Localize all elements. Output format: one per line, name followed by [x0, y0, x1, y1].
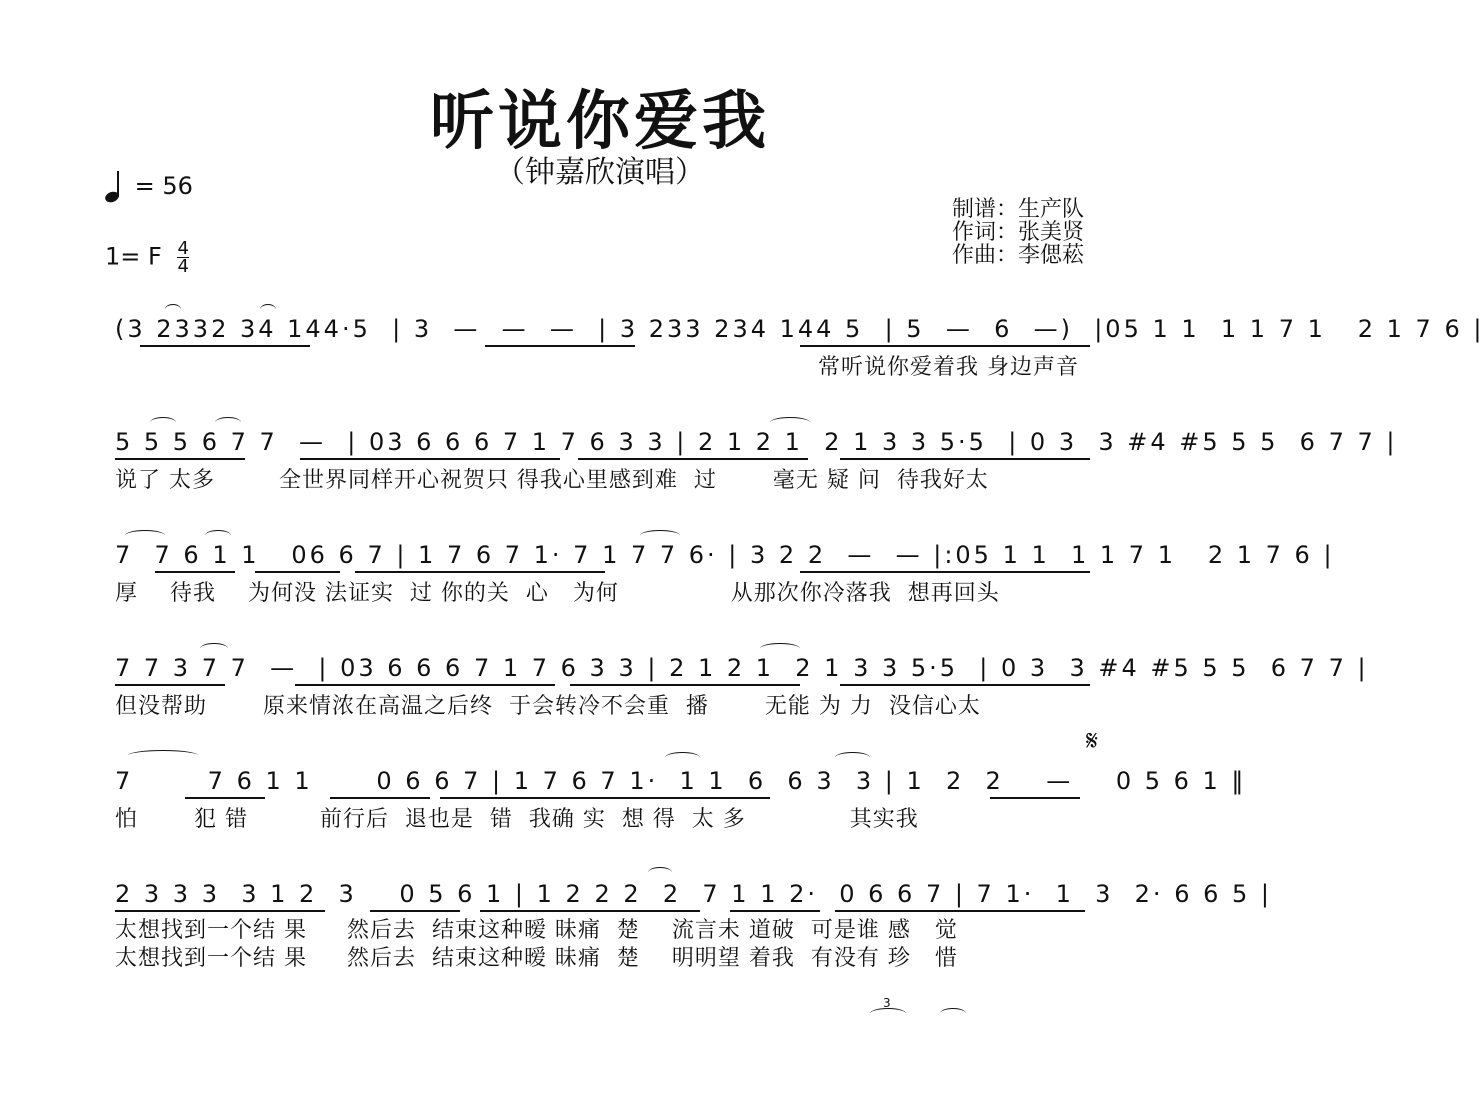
credit-composer: 作曲：李偲菘: [952, 243, 1085, 268]
lyric-line: 说了 太多 全世界同样开心祝贺只 得我心里感到难 过 毫无 疑 问 待我好太: [115, 468, 989, 493]
notation-line: 7 7 6 1 1 0 6 6 7 | 1 7 6 7 1· 1 1 6 6 3 3 | 1 2 2 — 0 5 6 1 ‖: [115, 767, 1247, 795]
staff-7-partial: [0, 996, 1200, 1096]
lyric-line: 怕 犯 错 前行后 退也是 错 我确 实 想 得 太 多 其实我: [115, 807, 919, 832]
staff-2: [0, 425, 1398, 525]
time-sig-bottom: 4: [177, 256, 189, 277]
credit-arranger: 制谱：生产队: [952, 197, 1085, 222]
tempo-marking: [105, 172, 193, 202]
lyric-line: 但没帮助 原来情浓在高温之后终 于会转冷不会重 播 无能 为 力 没信心太: [115, 694, 981, 719]
credit-lyricist: 作词：张美贤: [952, 220, 1085, 245]
staff-5: [0, 724, 1247, 864]
notation-line: 5 5 5 6 7 7 — | 03 6 6 6 7 1 7 6 3 3 | 2 1 2 1 2 1 3 3 5·5 | 0 3 3 #4 #5 5 5 6 7 7 |: [115, 428, 1398, 456]
key-text: 1= F: [105, 242, 162, 271]
time-sig-top: 4: [177, 238, 189, 259]
segno-icon: 𝄋: [1086, 724, 1099, 757]
lyric-line: 常听说你爱着我 身边声音: [818, 355, 1079, 380]
song-subtitle: （钟嘉欣演唱）: [495, 155, 705, 190]
notation-line: 7 7 3 7 7 — | 03 6 6 6 7 1 7 6 3 3 | 2 1 2 1 2 1 3 3 5·5 | 0 3 3 #4 #5 5 5 6 7 7 |: [115, 654, 1369, 682]
lyric-line: 厚 待我 为何没 法证实 过 你的关 心 为何 从那次你冷落我 想再回头: [115, 581, 1000, 606]
notation-line: 7 7 6 1 1 06 6 7 | 1 7 6 7 1· 7 1 7 7 6· | 3 2 2 — — |:05 1 1 1 1 7 1 2 1 7 6 |: [115, 541, 1335, 569]
quarter-note-icon: [105, 172, 127, 202]
staff-3: [0, 538, 1335, 638]
staff-1: [0, 312, 1484, 412]
time-signature: [177, 240, 188, 275]
notation-line: (3 2332 34 144·5 | 3 — — — | 3 233 234 144 5 | 5 — 6 —) |05 1 1 1 1 7 1 2 1 7 6 |: [115, 315, 1484, 343]
triplet-mark: 3: [883, 996, 891, 1010]
lyric-line-1: 太想找到一个结 果 然后去 结束这种暧 昧痛 楚 流言未 道破 可是谁 感 觉: [115, 918, 958, 943]
notation-line: 2 3 3 3 3 1 2 3 0 5 6 1 | 1 2 2 2 2 7 1 1 2· 0 6 6 7 | 7 1· 1 3 2· 6 6 5 |: [115, 880, 1272, 908]
staff-4: [0, 651, 1369, 751]
song-title: 听说你爱我: [430, 85, 770, 159]
staff-6: [0, 877, 1272, 977]
tempo-value: = 56: [134, 172, 193, 200]
key-signature: [105, 240, 189, 275]
lyric-line-2: 太想找到一个结 果 然后去 结束这种暧 昧痛 楚 明明望 着我 有没有 珍 惜: [115, 946, 958, 971]
